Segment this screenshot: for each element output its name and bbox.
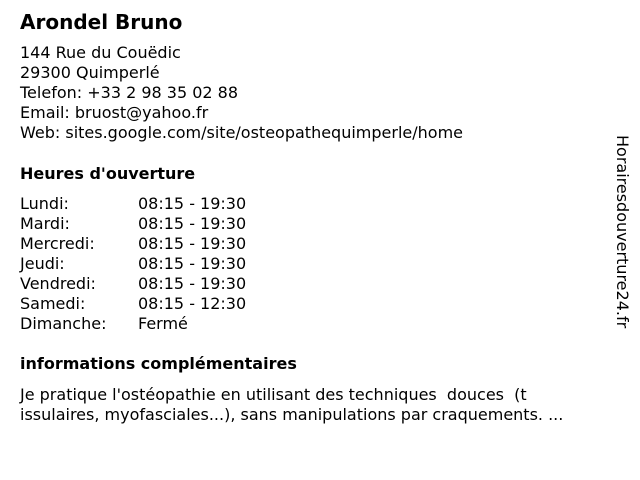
hours-row-thursday [20,254,246,274]
contact-block [20,43,463,143]
day-label: Mercredi: [20,234,95,253]
day-hours: 08:15 - 19:30 [138,274,247,293]
email-address: Email: bruost@yahoo.fr [20,103,209,122]
website-url: Web: sites.google.com/site/osteopathequimperle/home [20,123,463,142]
day-hours: 08:15 - 19:30 [138,234,247,253]
additional-info-heading: informations complémentaires [20,354,297,373]
info-line: Je pratique l'ostéopathie en utilisant des techniques douces (t [20,385,527,404]
site-watermark: Horairesdouverture24.fr [613,135,632,329]
day-hours: 08:15 - 12:30 [138,294,247,313]
address-street: 144 Rue du Couëdic [20,43,181,62]
hours-row-sunday [20,314,246,334]
day-label: Lundi: [20,194,69,213]
phone-number: Telefon: +33 2 98 35 02 88 [20,83,239,102]
hours-row-monday [20,194,246,214]
additional-info-text [20,385,620,425]
opening-hours-heading: Heures d'ouverture [20,164,196,183]
business-name: Arondel Bruno [20,10,183,34]
day-label: Vendredi: [20,274,96,293]
info-line: issulaires, myofasciales...), sans manipulations par craquements. ... [20,405,564,424]
day-hours: 08:15 - 19:30 [138,254,247,273]
hours-row-wednesday [20,234,246,254]
day-label: Dimanche: [20,314,107,333]
day-hours: 08:15 - 19:30 [138,194,247,213]
hours-row-saturday [20,294,246,314]
hours-row-friday [20,274,246,294]
day-label: Samedi: [20,294,86,313]
hours-row-tuesday [20,214,246,234]
day-label: Jeudi: [20,254,65,273]
address-city: 29300 Quimperlé [20,63,160,82]
day-hours: 08:15 - 19:30 [138,214,247,233]
day-hours: Fermé [138,314,188,333]
day-label: Mardi: [20,214,70,233]
opening-hours-table [20,194,246,334]
